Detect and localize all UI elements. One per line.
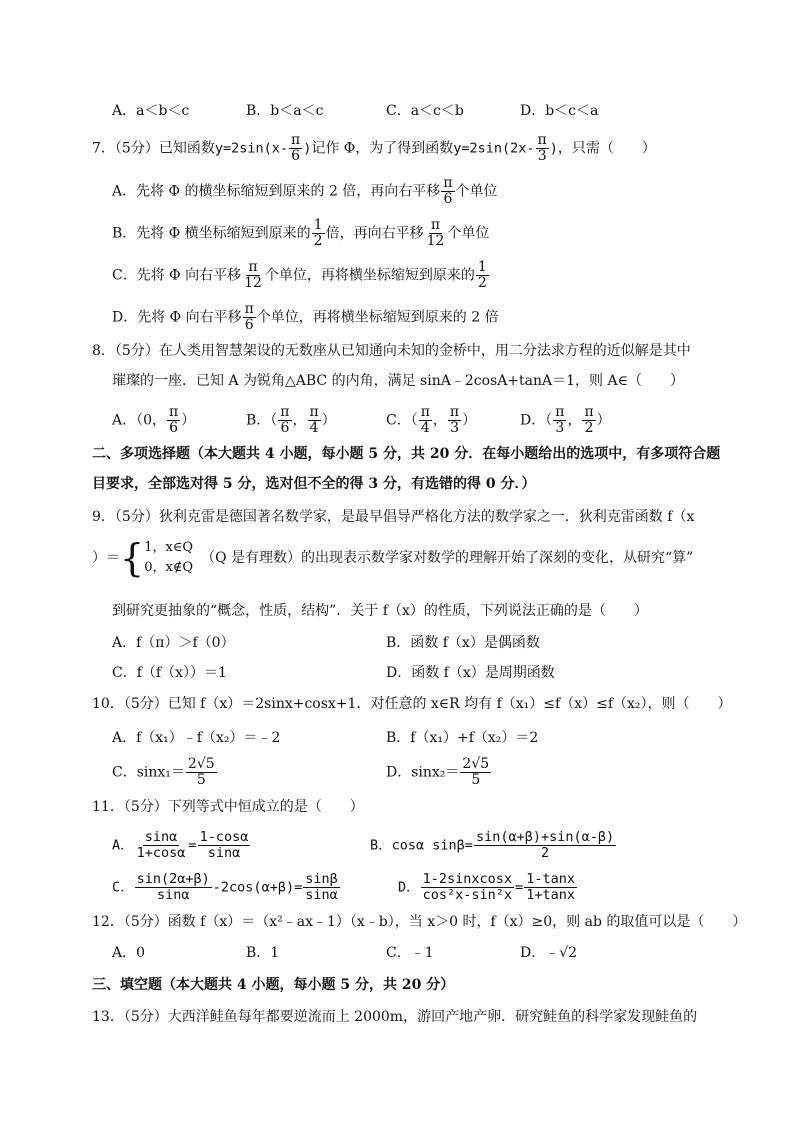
equals: =: [515, 879, 524, 896]
q7-fraction-pi-3: [536, 133, 549, 164]
q9-option-a: A．f（π）＞f（0）: [112, 635, 235, 651]
denominator: 1+cosα: [136, 845, 186, 861]
option-text: ）: [321, 412, 336, 429]
denominator: 1+tanx: [526, 887, 575, 903]
denominator: 6: [244, 317, 254, 333]
numerator: 1: [313, 217, 323, 233]
denominator: 6: [443, 191, 453, 207]
q7-paren: ): [303, 140, 312, 157]
option-text: D．（: [520, 412, 553, 429]
option-text: ）: [462, 412, 477, 429]
denominator: sinα: [207, 845, 241, 861]
fraction: [474, 830, 616, 861]
denominator: 3: [555, 420, 565, 436]
option-text: 个单位，再将横坐标缩短到原来的 2 倍: [256, 309, 499, 326]
denominator: 6: [280, 420, 290, 436]
option-text: 倍，再向右平移: [325, 225, 424, 242]
q10-option-c: [112, 757, 218, 788]
option-text: 个单位: [447, 225, 490, 242]
numerator: π: [443, 175, 453, 191]
option-text: ，: [567, 412, 582, 429]
numerator: π: [309, 404, 319, 420]
option-text: 个单位: [455, 183, 498, 200]
q12-option-b: B．1: [246, 945, 280, 961]
numerator: π: [244, 301, 254, 317]
denominator: sinα: [156, 887, 190, 903]
section-2-heading-line1: 二、多项选择题（本大题共 4 小题，每小题 5 分，共 20 分．在每小题给出的选项中，有多项符合题: [92, 446, 721, 462]
q12-option-a: A．0: [112, 945, 146, 961]
numerator: π: [420, 404, 430, 420]
fraction-pi-6: [278, 405, 291, 436]
q8-option-a: [112, 405, 195, 436]
q9-stem-line1: 9．（5分）狄利克雷是德国著名数学家，是最早倡导严格化方法的数学家之一．狄利克雷函数 f（x: [92, 509, 695, 525]
q7-function-2: y=2sin(2x-: [453, 140, 535, 157]
denominator: 5: [471, 772, 481, 788]
numerator: π: [169, 404, 179, 420]
denominator: sinα: [305, 887, 338, 903]
option-text: A．（0，: [112, 412, 167, 429]
q7-fraction-pi-6: [289, 133, 302, 164]
denominator: 3: [537, 148, 547, 164]
numerator: π: [449, 404, 460, 420]
numerator: π: [280, 404, 290, 420]
q7-option-b: [112, 218, 489, 249]
section-3-heading: 三、填空题（本大题共 4 小题，每小题 5 分，共 20 分）: [92, 977, 455, 993]
case-1: 1，x∈Q: [144, 540, 194, 555]
q8-option-c: [386, 405, 476, 436]
fraction-pi-12: [242, 260, 264, 291]
numerator: π: [248, 259, 258, 275]
denominator: cos²x-sin²x: [422, 887, 513, 903]
q12-option-d: D．﹣√2: [520, 945, 578, 961]
q11-stem: 11．（5分）下列等式中恒成立的是（ ）: [92, 799, 364, 815]
numerator: sinβ: [305, 871, 338, 887]
numerator: π: [430, 217, 441, 233]
fraction: [135, 872, 212, 903]
denominator: 12: [244, 275, 262, 291]
q7-option-c: [112, 260, 490, 291]
numerator: 1-tanx: [526, 871, 575, 887]
fraction-2sqrt5-5: [460, 757, 491, 788]
option-label: C．: [112, 879, 134, 896]
fraction: [303, 872, 340, 903]
piecewise-cases: [144, 538, 193, 578]
fraction: [421, 872, 514, 903]
q10-stem: 10．（5分）已知 f（x）＝2sinx+cosx+1．对任意的 x∈R 均有 f（x₁）≤f（x）≤f（x₂），则（ ）: [92, 696, 732, 712]
option-text: D．sinx₂＝: [386, 764, 460, 781]
q8-option-d: [520, 405, 611, 436]
q7-paren: ): [549, 140, 558, 157]
equals: =: [188, 837, 197, 854]
q9-stem-line2: [92, 538, 693, 578]
equals: ）＝: [92, 550, 120, 566]
q7-stem-end: ，只需（ ）: [557, 140, 656, 157]
numerator: 1: [477, 259, 487, 275]
fraction: [135, 830, 188, 861]
q12-option-c: C．﹣1: [386, 945, 434, 961]
fraction-pi-6: [243, 302, 256, 333]
option-text: C．sinx₁＝: [112, 764, 185, 781]
q9-option-c: C．f（f（x））＝1: [112, 665, 227, 681]
q9-stem-line3: 到研究更抽象的“概念，性质，结构”．关于 f（x）的性质，下列说法正确的是（ ）: [112, 603, 648, 619]
q11-option-c: [112, 872, 341, 903]
denominator: 6: [291, 148, 301, 164]
denominator: 12: [426, 233, 445, 249]
equals: =: [464, 837, 473, 854]
q8-stem-line1: 8．（5分）在人类用智慧架设的无数座从已知通向未知的金桥中，用二分法求方程的近似解是其中: [92, 343, 691, 359]
q7-stem-text: 7．（5分）已知函数: [92, 140, 215, 157]
fraction-pi-12: [425, 218, 447, 249]
fraction-pi-6: [167, 405, 180, 436]
fraction-pi-4: [308, 405, 321, 436]
numerator: 1-2sinxcosx: [422, 871, 513, 887]
middle-term: -2cos(α+β)=: [212, 879, 303, 896]
option-text: 个单位，再将横坐标缩短到原来的: [264, 267, 475, 284]
q12-stem: 12．（5分）函数 f（x）＝（x²﹣ax﹣1）（x﹣b），当 x＞0 时，f（x）≥0，则 ab 的取值可以是（ ）: [92, 914, 747, 930]
q10-option-b: B．f（x₁）+f（x₂）＝2: [386, 730, 539, 746]
option-text: ）: [596, 412, 611, 429]
q6-option-c: C．a＜c＜b: [386, 103, 464, 119]
fraction-pi-3: [553, 405, 566, 436]
option-text: B．先将 Φ 横坐标缩短到原来的: [112, 225, 311, 242]
option-text: D．先将 Φ 向右平移: [112, 309, 242, 326]
q11-option-d: [398, 872, 578, 903]
q6-option-d: D．b＜c＜a: [520, 103, 599, 119]
fraction: [524, 872, 577, 903]
q10-option-a: A．f（x₁）﹣f（x₂）＝﹣2: [112, 730, 281, 746]
numerator: sinα: [144, 829, 178, 845]
q6-option-b: B．b＜a＜c: [246, 103, 324, 119]
option-text: ）: [181, 412, 196, 429]
denominator: 4: [420, 420, 430, 436]
section-2-heading-line2: 目要求，全部选对得 5 分，选对但不全的得 3 分，有选错的得 0 分．）: [92, 476, 536, 492]
denominator: 5: [196, 772, 206, 788]
denominator: 2: [540, 845, 550, 861]
q11-option-b: [370, 830, 617, 861]
fraction-pi-4: [419, 405, 432, 436]
option-text: C．（: [386, 412, 418, 429]
denominator: 2: [584, 420, 594, 436]
denominator: 3: [450, 420, 459, 436]
option-text: C．先将 Φ 向右平移: [112, 267, 242, 284]
numerator: 2√5: [187, 756, 215, 772]
q8-stem-line2: 璀璨的一座．已知 A 为锐角△ABC 的内角，满足 sinA﹣2cosA+tanA＝1，则 A∈（ ）: [112, 373, 684, 389]
stem-text: （Q 是有理数）的出现表示数学家对数学的理解开始了深刻的变化，从研究“算”: [201, 550, 694, 566]
q7-function-1: y=2sin(x-: [214, 140, 288, 157]
denominator: 2: [313, 233, 323, 249]
q7-option-a: [112, 176, 498, 207]
denominator: 2: [477, 275, 487, 291]
numerator: π: [555, 404, 565, 420]
q10-option-d: [386, 757, 492, 788]
numerator: π: [290, 132, 301, 148]
q8-option-b: [246, 405, 336, 436]
q6-option-a: A．a＜b＜c: [112, 103, 190, 119]
q7-stem: [92, 133, 656, 164]
option-text: ，: [292, 412, 307, 429]
numerator: 1-cosα: [199, 829, 249, 845]
numerator: π: [584, 404, 594, 420]
fraction-pi-3: [448, 405, 461, 436]
q9-option-b: B．函数 f（x）是偶函数: [386, 635, 540, 651]
numerator: sin(α+β)+sin(α-β): [475, 829, 615, 845]
fraction-pi-6: [441, 176, 454, 207]
numerator: π: [537, 132, 547, 148]
option-text: A．先将 Φ 的横坐标缩短到原来的 2 倍，再向右平移: [112, 183, 441, 200]
q11-option-a: [112, 830, 251, 861]
fraction-1-2: [476, 260, 489, 291]
q7-stem-mid: 记作 Φ，为了得到函数: [311, 140, 454, 157]
option-label: A．: [112, 837, 134, 854]
denominator: 4: [309, 420, 319, 436]
fraction: [198, 830, 251, 861]
option-text: ，: [432, 412, 447, 429]
option-label: B．: [370, 837, 392, 854]
case-2: 0，x∉Q: [144, 560, 194, 575]
option-text: B．（: [246, 412, 278, 429]
option-label: D．: [398, 879, 420, 896]
lhs: cosα sinβ: [391, 837, 465, 854]
brace-symbol: {: [120, 536, 145, 580]
fraction-1-2: [312, 218, 325, 249]
denominator: 6: [169, 420, 179, 436]
q9-option-d: D．函数 f（x）是周期函数: [386, 665, 555, 681]
numerator: 2√5: [462, 756, 490, 772]
fraction-pi-2: [582, 405, 595, 436]
numerator: sin(2α+β): [136, 871, 210, 887]
fraction-2sqrt5-5: [186, 757, 217, 788]
q7-option-d: [112, 302, 499, 333]
q13-stem-line1: 13．（5分）大西洋鲑鱼每年都要逆流而上 2000m，游回产地产卵．研究鲑鱼的科学家发现鲑鱼的: [92, 1009, 698, 1025]
